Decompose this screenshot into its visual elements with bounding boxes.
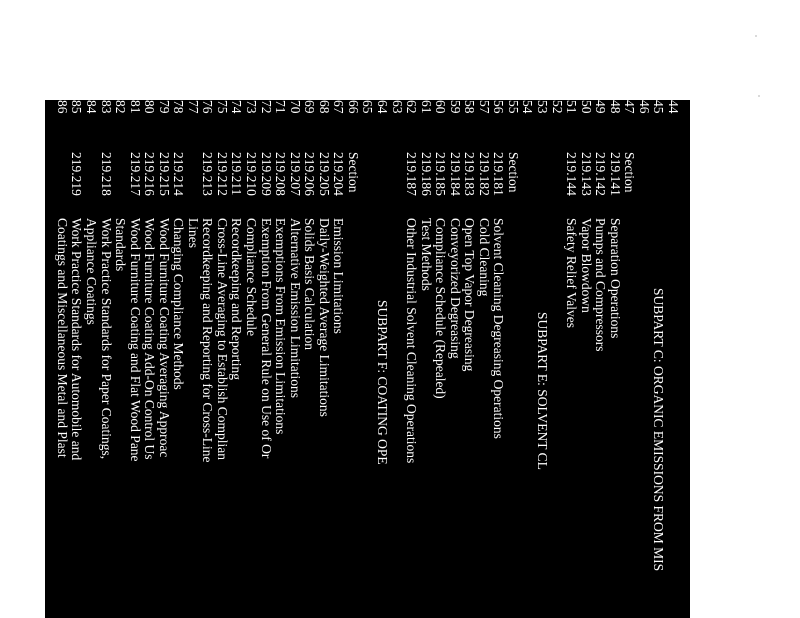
document-line bbox=[535, 100, 550, 618]
line-number: 46 bbox=[636, 100, 652, 114]
section-number: 219.217 bbox=[127, 152, 143, 196]
scanned-document-page bbox=[45, 100, 690, 618]
line-number: 68 bbox=[316, 100, 332, 114]
subpart-heading: SUBPART E: SOLVENT CL bbox=[535, 312, 551, 470]
document-line bbox=[578, 100, 593, 618]
section-title: Lines bbox=[185, 218, 201, 248]
line-number: 45 bbox=[651, 100, 667, 114]
section-number: Section bbox=[345, 152, 361, 193]
document-line bbox=[113, 100, 128, 618]
section-number: 219.215 bbox=[156, 152, 172, 196]
line-number: 83 bbox=[98, 100, 114, 114]
line-number: 79 bbox=[156, 100, 172, 114]
section-number: 219.185 bbox=[433, 152, 449, 196]
line-number: 70 bbox=[287, 100, 303, 114]
document-line bbox=[142, 100, 157, 618]
line-number: 72 bbox=[258, 100, 274, 114]
section-title: Compliance Schedule bbox=[244, 218, 260, 337]
section-number: 219.205 bbox=[316, 152, 332, 196]
section-title: Alternative Emission Limitations bbox=[287, 218, 303, 398]
line-number: 82 bbox=[113, 100, 129, 114]
document-line bbox=[375, 100, 390, 618]
line-number: 86 bbox=[54, 100, 70, 114]
line-number: 75 bbox=[214, 100, 230, 114]
section-number: 219.184 bbox=[447, 152, 463, 196]
section-title: Solvent Cleaning Degreasing Operations bbox=[491, 218, 507, 439]
section-title: Open Top Vapor Degreasing bbox=[462, 218, 478, 372]
section-title: Work Practice Standards for Paper Coatings, bbox=[98, 218, 114, 460]
document-line bbox=[564, 100, 579, 618]
line-number: 80 bbox=[142, 100, 158, 114]
section-title: Safety Relief Valves bbox=[564, 218, 580, 328]
line-number: 49 bbox=[593, 100, 609, 114]
document-line bbox=[636, 100, 651, 618]
line-number: 74 bbox=[229, 100, 245, 114]
line-number: 81 bbox=[127, 100, 143, 114]
line-number: 71 bbox=[273, 100, 289, 114]
line-number: 54 bbox=[520, 100, 536, 114]
document-line bbox=[433, 100, 448, 618]
section-number: 219.206 bbox=[302, 152, 318, 196]
section-number: Section bbox=[505, 152, 521, 193]
document-line bbox=[462, 100, 477, 618]
document-line bbox=[200, 100, 215, 618]
rotated-text-block bbox=[45, 100, 690, 618]
section-number: 219.210 bbox=[244, 152, 260, 196]
line-number: 53 bbox=[535, 100, 551, 114]
section-title: Pumps and Compressors bbox=[593, 218, 609, 352]
section-number: 219.181 bbox=[491, 152, 507, 196]
line-number: 48 bbox=[607, 100, 623, 114]
document-line bbox=[345, 100, 360, 618]
section-number: 219.211 bbox=[229, 152, 245, 196]
subpart-heading: SUBPART F: COATING OPE bbox=[375, 300, 390, 465]
document-line bbox=[666, 100, 681, 618]
document-line bbox=[505, 100, 520, 618]
section-number: 219.212 bbox=[214, 152, 230, 196]
section-number: 219.187 bbox=[404, 152, 420, 196]
section-number: 219.207 bbox=[287, 152, 303, 196]
section-number: 219.208 bbox=[273, 152, 289, 196]
section-number: 219.218 bbox=[98, 152, 114, 196]
document-line bbox=[389, 100, 404, 618]
line-number: 76 bbox=[200, 100, 216, 114]
line-number: 52 bbox=[549, 100, 565, 114]
scan-speck bbox=[755, 35, 757, 37]
document-line bbox=[360, 100, 375, 618]
section-number: 219.213 bbox=[200, 152, 216, 196]
section-number: 219.204 bbox=[331, 152, 347, 196]
document-line bbox=[84, 100, 99, 618]
section-title: Solids Basis Calculation bbox=[302, 218, 318, 351]
line-number: 64 bbox=[375, 100, 390, 114]
section-number: 219.216 bbox=[142, 152, 158, 196]
line-number: 78 bbox=[171, 100, 187, 114]
section-title: Vapor Blowdown bbox=[578, 218, 594, 313]
section-title: Test Methods bbox=[418, 218, 434, 291]
document-line bbox=[127, 100, 142, 618]
document-line bbox=[54, 100, 69, 618]
section-title: Conveyorized Degreasing bbox=[447, 218, 463, 359]
section-number: 219.209 bbox=[258, 152, 274, 196]
section-title: Recordkeeping and Reporting for Cross-Line bbox=[200, 218, 216, 463]
document-line bbox=[258, 100, 273, 618]
line-number: 61 bbox=[418, 100, 434, 114]
line-number: 60 bbox=[433, 100, 449, 114]
document-line bbox=[316, 100, 331, 618]
scan-speck bbox=[758, 95, 760, 97]
section-title: Standards bbox=[113, 218, 129, 272]
document-line bbox=[651, 100, 666, 618]
section-title: Wood Furniture Coating Averaging Approac bbox=[156, 218, 172, 458]
line-number: 85 bbox=[69, 100, 85, 114]
line-number: 59 bbox=[447, 100, 463, 114]
line-number: 57 bbox=[476, 100, 492, 114]
section-title: Recordkeeping and Reporting bbox=[229, 218, 245, 380]
line-number: 67 bbox=[331, 100, 347, 114]
document-line bbox=[549, 100, 564, 618]
line-number: 65 bbox=[360, 100, 376, 114]
document-line bbox=[69, 100, 84, 618]
section-number: 219.141 bbox=[607, 152, 623, 196]
document-line bbox=[491, 100, 506, 618]
line-number: 73 bbox=[244, 100, 260, 114]
document-line bbox=[520, 100, 535, 618]
document-line bbox=[244, 100, 259, 618]
section-number: 219.144 bbox=[564, 152, 580, 196]
line-number: 63 bbox=[389, 100, 405, 114]
line-number: 84 bbox=[84, 100, 99, 114]
line-number: 69 bbox=[302, 100, 318, 114]
line-number: 50 bbox=[578, 100, 594, 114]
section-title: Wood Furniture Coating Add-On Control Us bbox=[142, 218, 158, 460]
document-line bbox=[476, 100, 491, 618]
document-line bbox=[447, 100, 462, 618]
section-title: Separation Operations bbox=[607, 218, 623, 339]
section-title: Daily-Weighted Average Limitations bbox=[316, 218, 332, 417]
document-line bbox=[98, 100, 113, 618]
document-line bbox=[287, 100, 302, 618]
section-title: Coatings and Miscellaneous Metal and Plast bbox=[54, 218, 70, 458]
section-title: Other Industrial Solvent Cleaning Operations bbox=[404, 218, 420, 464]
document-line bbox=[593, 100, 608, 618]
document-line bbox=[418, 100, 433, 618]
section-number: 219.142 bbox=[593, 152, 609, 196]
section-number: 219.219 bbox=[69, 152, 85, 196]
document-line bbox=[273, 100, 288, 618]
line-number: 77 bbox=[185, 100, 201, 114]
document-line bbox=[404, 100, 419, 618]
document-line bbox=[622, 100, 637, 618]
section-title: Cross-Line Averaging to Establish Complian bbox=[214, 218, 230, 460]
line-number: 58 bbox=[462, 100, 478, 114]
section-number: 219.183 bbox=[462, 152, 478, 196]
document-line bbox=[185, 100, 200, 618]
section-title: Exemption From General Rule on Use of Or bbox=[258, 218, 274, 459]
line-number: 55 bbox=[505, 100, 521, 114]
line-number: 66 bbox=[345, 100, 361, 114]
document-line bbox=[229, 100, 244, 618]
line-number: 51 bbox=[564, 100, 580, 114]
line-number: 47 bbox=[622, 100, 638, 114]
line-number: 56 bbox=[491, 100, 507, 114]
section-number: 219.186 bbox=[418, 152, 434, 196]
document-line bbox=[331, 100, 346, 618]
section-title: Cold Cleaning bbox=[476, 218, 492, 297]
document-line bbox=[171, 100, 186, 618]
section-number: 219.143 bbox=[578, 152, 594, 196]
section-number: 219.214 bbox=[171, 152, 187, 196]
section-number: 219.182 bbox=[476, 152, 492, 196]
section-number: Section bbox=[622, 152, 638, 193]
section-title: Exemptions From Emission Limitations bbox=[273, 218, 289, 435]
document-line bbox=[607, 100, 622, 618]
section-title: Changing Compliance Methods bbox=[171, 218, 187, 390]
line-number: 62 bbox=[404, 100, 420, 114]
section-title: Wood Furniture Coating and Flat Wood Pane bbox=[127, 218, 143, 462]
section-title: Appliance Coatings bbox=[84, 218, 99, 325]
line-number: 44 bbox=[666, 100, 681, 114]
section-title: Work Practice Standards for Automobile and bbox=[69, 218, 85, 461]
section-title: Emission Limitations bbox=[331, 218, 347, 334]
subpart-heading: SUBPART C: ORGANIC EMISSIONS FROM MIS bbox=[651, 288, 667, 572]
document-line bbox=[156, 100, 171, 618]
section-title: Compliance Schedule (Repealed) bbox=[433, 218, 449, 399]
document-line bbox=[214, 100, 229, 618]
document-line bbox=[302, 100, 317, 618]
